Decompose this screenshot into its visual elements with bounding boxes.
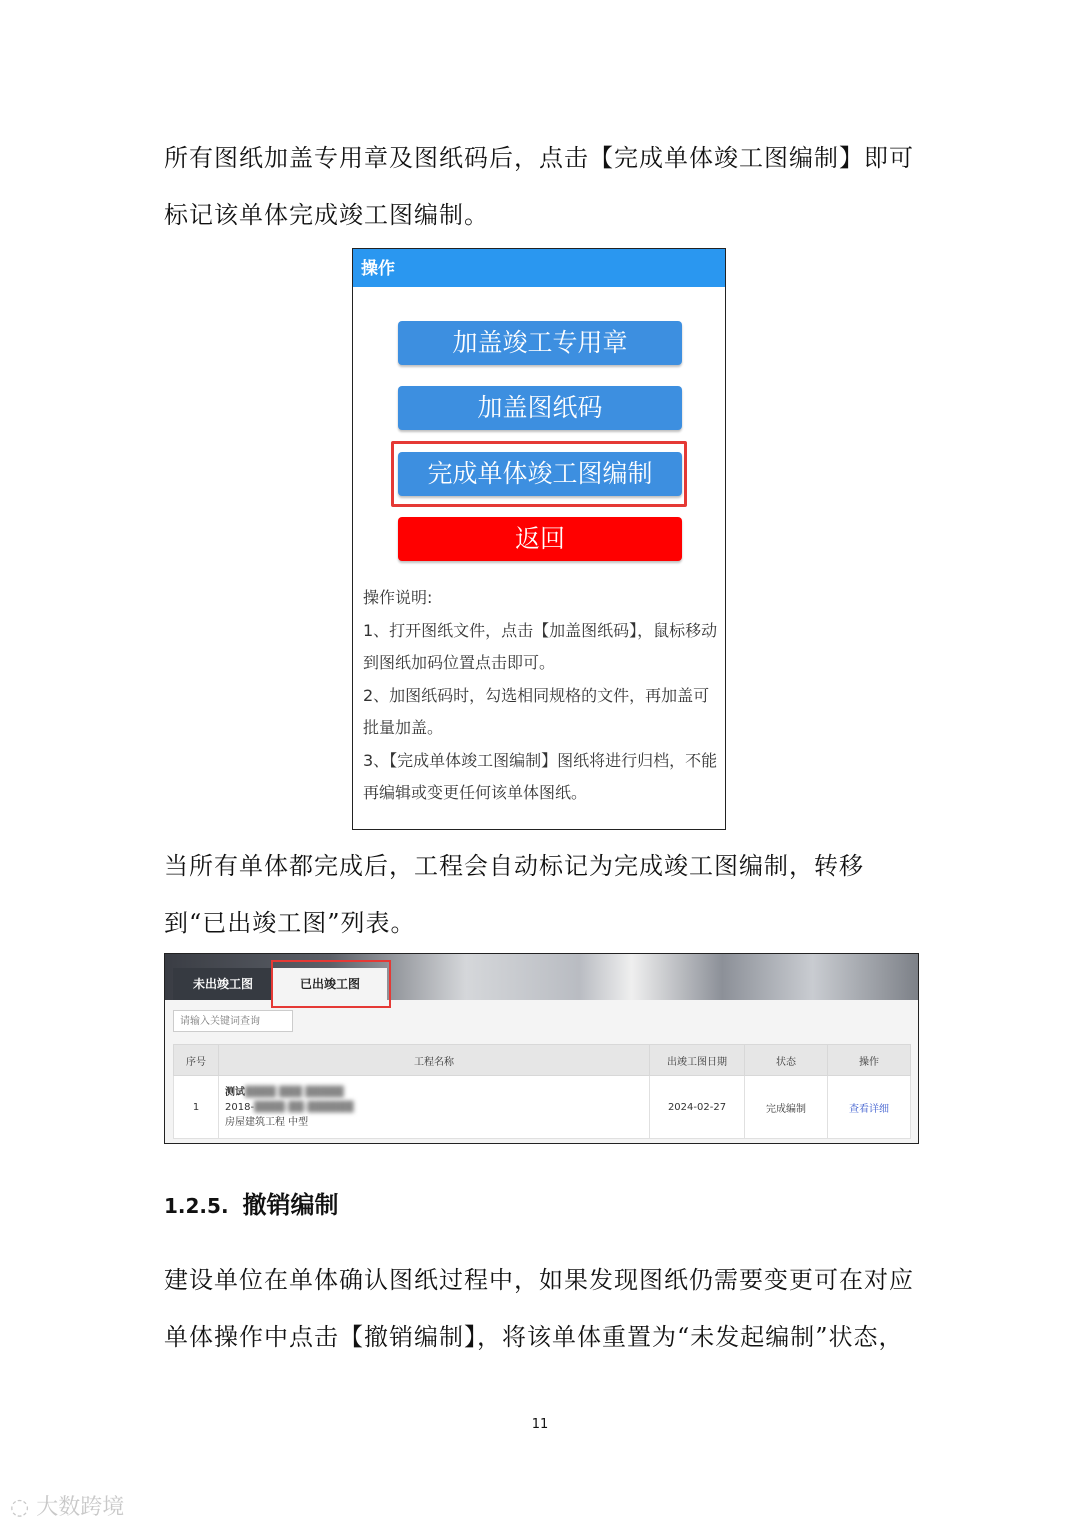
project-code: 2018- [225,1101,255,1113]
section-number: 1.2.5. [164,1194,229,1218]
section-heading [164,1185,339,1220]
column-header-action: 操作 [828,1045,911,1076]
operation-panel [352,248,726,830]
watermark-logo: ◌ 大数跨境 [10,1495,125,1520]
tab-highlight-box [271,960,391,1008]
project-type: 房屋建筑工程 中型 [225,1116,309,1128]
project-table [173,1044,911,1139]
section-title: 撤销编制 [242,1190,339,1219]
instruction-item: 3、【完成单体竣工图编制】图纸将进行归档，不能再编辑或变更任何该单体图纸。 [363,750,718,802]
column-header-index: 序号 [174,1045,219,1076]
paragraph-intro: 所有图纸加盖专用章及图纸码后，点击【完成单体竣工图编制】即可标记该单体完成竣工图编制。 [164,144,914,229]
add-drawing-code-button[interactable]: 加盖图纸码 [398,386,682,430]
row-date: 2024-02-27 [650,1076,745,1139]
search-input[interactable]: 请输入关键词查询 [173,1010,293,1032]
instructions [363,582,718,810]
page-number: 11 [531,1417,549,1432]
back-button[interactable]: 返回 [398,517,682,561]
tab-completed[interactable]: 已出竣工图 [273,968,387,1000]
project-name-title: 测试 [225,1086,245,1098]
table-row [174,1076,911,1139]
panel-header: 操作 [353,249,725,287]
view-details-link[interactable]: 查看详细 [828,1076,911,1139]
add-seal-button[interactable]: 加盖竣工专用章 [398,321,682,365]
instruction-item: 2、加图纸码时，勾选相同规格的文件，再加盖可批量加盖。 [363,685,710,737]
column-header-date: 出竣工图日期 [650,1045,745,1076]
paragraph-list: 当所有单体都完成后，工程会自动标记为完成竣工图编制，转移到“已出竣工图”列表。 [164,852,864,937]
row-project-name: 测试████ ███ █████ 2018-████-██-██████ 房屋建筑工程 中型 [219,1076,650,1139]
finish-drawing-button[interactable]: 完成单体竣工图编制 [398,452,682,496]
row-index: 1 [174,1076,219,1139]
column-header-name: 工程名称 [219,1045,650,1076]
column-header-status: 状态 [745,1045,828,1076]
instructions-title: 操作说明: [363,588,433,607]
row-status: 完成编制 [745,1076,828,1139]
paragraph-revoke: 建设单位在单体确认图纸过程中，如果发现图纸仍需要变更可在对应单体操作中点击【撤销编制】，将该单体重置为“未发起编制”状态， [164,1266,914,1351]
watermark-text: 大数跨境 [36,1495,125,1520]
completed-list-screenshot [164,953,919,1144]
tab-pending[interactable]: 未出竣工图 [173,968,273,1000]
instruction-item: 1、打开图纸文件，点击【加盖图纸码】，鼠标移动到图纸加码位置点击即可。 [363,620,718,672]
